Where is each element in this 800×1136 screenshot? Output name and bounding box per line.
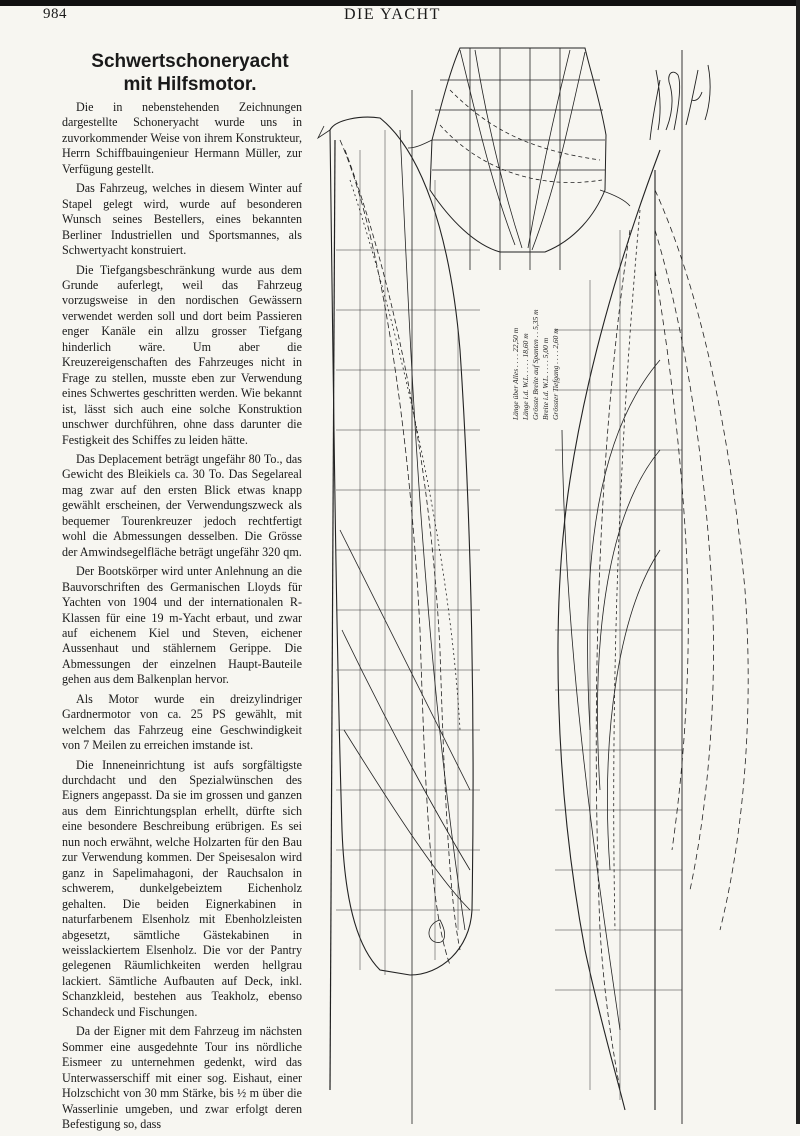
paragraph: Die Tiefgangsbeschränkung wurde aus dem Grunde auferlegt, weil das Fahrzeug vorzugsweise in den nordischen Gewässern verwendet werden soll und dort beim Passieren enger Kanäle ein allzu grosser Tiefgang hinderlich wäre. Um aber die Kreuzereigenschaften des Fahrzeuges nicht in Frage zu stellen, musste eben zur Verwendung eines Schwertes geschritten werden. Wie bekannt ist, lässt sich auch eine solche Konstruktion unschwer durchführen, ohne dass darunter die Festigkeit des Schiffes zu leiden hätte. (62, 262, 302, 447)
paragraph: Da der Eigner mit dem Fahrzeug im nächsten Sommer eine ausgedehnte Tour ins nördliche Eismeer zu unternehmen gedenkt, wird das Unterwasserschiff mit einer sog. Eishaut, einer Holzschicht von 30 mm Stärke, bis ½ m über die Wasserlinie umgeben, und zwar erfolgt deren Befestigung so, dass (62, 1024, 302, 1131)
article-body (62, 100, 302, 1136)
dimension-line: Länge i.d. W.L. . . . . 18,60 m (521, 333, 530, 420)
hull-lines-drawing (300, 30, 796, 1124)
paragraph: Der Bootskörper wird unter Anlehnung an die Bauvorschriften des Germanischen Lloyds für Yachten von 1904 und der internationalen R-Klassen für eine 19 m-Yacht erbaut, und zwar auf eichenem Kiel und Steven, eichener Aussenhaut und stählernem Gerippe. Die Abmessungen der einzelnen Haupt-Bauteile gehen aus dem Balkenplan hervor. (62, 564, 302, 687)
paragraph: Als Motor wurde ein dreizylindriger Gardnermotor von ca. 25 PS gewählt, mit welchem das Fahrzeug eine Geschwindigkeit von 7 Meilen zu erreichen imstande ist. (62, 691, 302, 753)
profile-plan (555, 50, 748, 1124)
designer-signature (300, 30, 710, 140)
dimension-line: Grösste Breite auf Spanten . . 5,35 m (531, 309, 540, 420)
dimension-line: Breite i.d. W.L. . . . . 5,00 m (541, 337, 550, 420)
paragraph: Das Fahrzeug, welches in diesem Winter auf Stapel gelegt wird, wurde auf besonderen Wunsch seines Bestellers, eines bekannten Berliner Industriellen und Sportsmannes, als Schwertyacht konstruiert. (62, 181, 302, 258)
body-plan (408, 48, 630, 270)
article-title (58, 50, 322, 96)
running-head: DIE YACHT (344, 6, 441, 23)
title-line-1: Schwertschoneryacht (91, 51, 289, 72)
paragraph: Die Inneneinrichtung ist aufs sorgfältigste durchdacht und den Spezialwünschen des Eigners angepasst. Da sie im grossen und ganzen aus dem Einrichtungsplan erhellt, dürfte sich eine besondere Beschreibung erübrigen. Es sei nun noch erwähnt, welche Holzarten für den Bau zur Verwendung kommen. Der Speisesalon wird ganz in Sapelimahagoni, der Rauchsalon in schwerem, dunkelgebeiztem Eichenholz gehalten. Die beiden Eignerkabinen in naturfarbenem Elsenholz mit Ebenholzleisten abgesetzt, sämtliche Gästekabinen in weisslackiertem Elsenholz. Die vor der Pantry gelegenen Räumlichkeiten werden hellgrau lackiert. Sämtliche Aufbauten auf Deck, inkl. Schanzkleid, bestehen aus Teakholz, ebenso Schandeck und Fischungen. (62, 757, 302, 1019)
lines-plan-svg (300, 30, 796, 1124)
paragraph: Die in nebenstehenden Zeichnungen dargestellte Schoneryacht wurde uns in zuvorkommender Weise von ihrem Konstrukteur, Herrn Schiffbauingenieur Hermann Müller, zur Verfügung gestellt. (62, 100, 302, 176)
half-breadth-plan (318, 90, 480, 1124)
dimension-line: Länge über Alles . . . . 22,50 m (511, 327, 520, 420)
scan-edge-right (796, 0, 800, 1124)
dimension-line: Grösster Tiefgang . . . . 2,60 m (551, 328, 560, 420)
dimension-table (511, 309, 560, 421)
title-line-2: mit Hilfsmotor. (123, 74, 257, 95)
page-number: 984 (43, 6, 67, 22)
paragraph: Das Deplacement beträgt ungefähr 80 To., das Gewicht des Bleikiels ca. 30 To. Das Segelareal mag zwar auf den ersten Blick etwas knapp gewählt erscheinen, der Verwendungszweck als bequemer Tourenkreuzer jedoch rechtfertigt wohl die Abmessungen desselben. Die Grösse der Amwindsegelfläche beträgt ungefähr 320 qm. (62, 451, 302, 559)
